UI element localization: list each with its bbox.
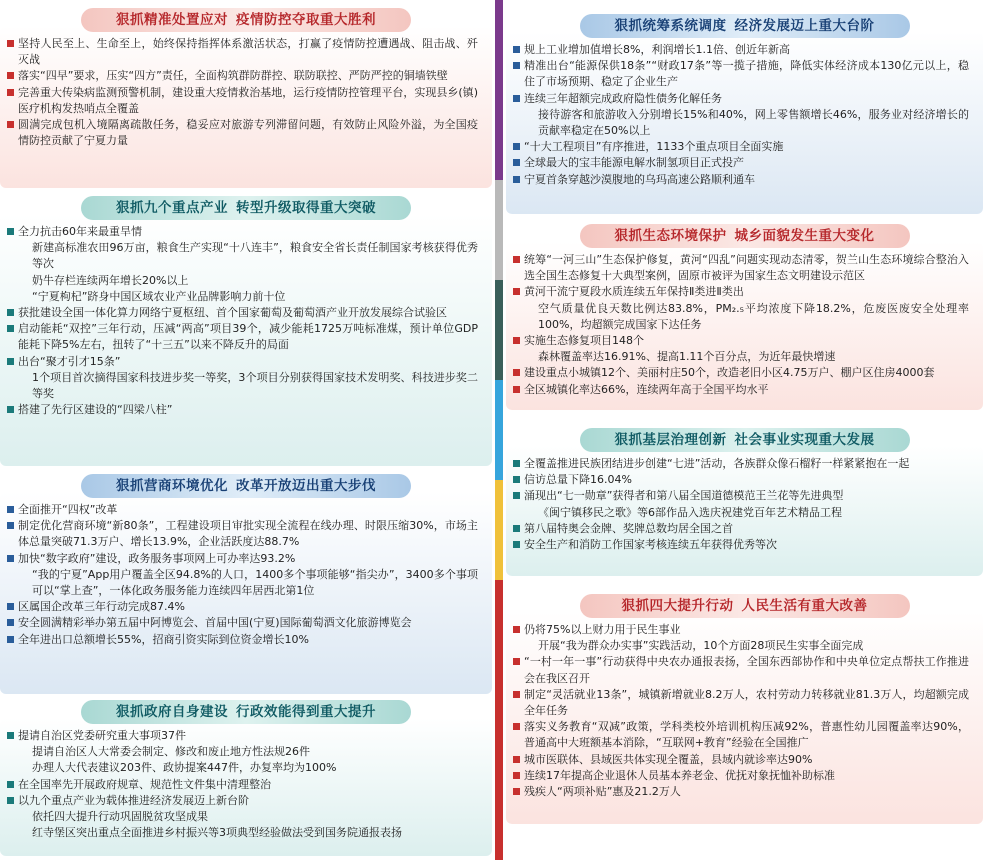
- section-title-part-b: 经济发展迈上重大台阶: [734, 18, 875, 34]
- section-economy: [506, 14, 983, 214]
- section-livelihood: [506, 594, 983, 824]
- divider-segment: [495, 720, 503, 860]
- divider-segment: [495, 380, 503, 480]
- section-title-part-b: 改革开放迈出重大步伐: [236, 478, 376, 494]
- section-title-part-a: 狠抓九个重点产业: [116, 200, 228, 216]
- sub-item: “宁夏枸杞”跻身中国区域农业产业品牌影响力前十位: [32, 289, 286, 303]
- bullet-item: “十大工程项目”有序推进，1133个重点项目全面实施: [524, 139, 969, 155]
- section-title: [580, 594, 910, 618]
- section-title: [580, 224, 910, 248]
- bullet-item: 统筹“一河三山”生态保护修复，黄河“四乱”问题实现动态清零，贺兰山生态环境综合整治入选全国生态修复十大典型案例，固原市被评为国家生态文明建设示范区: [524, 252, 969, 284]
- section-title: [580, 14, 910, 38]
- sub-item: “我的宁夏”App用户覆盖全区94.8%的人口，1400多个事项能够“指尖办”，3400多个事项可以“掌上查”，一体化政务服务能力连续四年居西北第1位: [32, 567, 478, 598]
- bullet-item: 完善重大传染病监测预警机制，建设重大疫情救治基地，运行疫情防控管理平台，实现县乡(镇)医疗机构发热哨点全覆盖: [18, 85, 478, 117]
- bullet-item: 实施生态修复项目148个: [524, 333, 969, 349]
- sub-item: 依托四大提升行动巩固脱贫攻坚成果: [32, 810, 208, 824]
- bullet-item: 以九个重点产业为载体推进经济发展迈上新台阶: [18, 793, 478, 809]
- section-title: [81, 8, 411, 32]
- bullet-item: 连续17年提高企业退休人员基本养老金、优抚对象抚恤补助标准: [524, 768, 969, 784]
- section-title: [81, 474, 411, 498]
- section-title: [81, 196, 411, 220]
- section-title-part-b: 行政效能得到重大提升: [236, 704, 376, 720]
- bullet-item: 宁夏首条穿越沙漠腹地的乌玛高速公路顺利通车: [524, 172, 969, 188]
- bullet-item: 全力抗击60年来最重旱情: [18, 224, 478, 240]
- section-item-list: [510, 452, 979, 557]
- bullet-item: 第八届特奥会金牌、奖牌总数均居全国之首: [524, 521, 969, 537]
- bullet-item: 坚持人民至上、生命至上，始终保持指挥体系激活状态，打赢了疫情防控遭遇战、阻击战、歼灭战: [18, 36, 478, 68]
- section-item-list: [510, 38, 979, 192]
- sub-item: 开展“我为群众办实事”实践活动，10个方面28项民生实事全面完成: [538, 639, 864, 653]
- bullet-item: 全年进出口总额增长55%，招商引资实际到位资金增长10%: [18, 632, 478, 648]
- divider-segment: [495, 40, 503, 180]
- section-title-part-a: 狠抓四大提升行动: [621, 598, 734, 614]
- sub-item: 接待游客和旅游收入分别增长15%和40%，网上零售额增长46%，服务业对经济增长的贡献率稳定在50%以上: [538, 107, 969, 138]
- divider-segment: [495, 580, 503, 720]
- section-title-part-a: 狠抓精准处置应对: [116, 12, 228, 28]
- section-title-part-a: 狠抓政府自身建设: [116, 704, 228, 720]
- section-title-part-b: 城乡面貌发生重大变化: [734, 228, 875, 244]
- bullet-item: 全面推开“四权”改革: [18, 502, 478, 518]
- bullet-item: 启动能耗“双控”三年行动，压减“两高”项目39个，减少能耗1725万吨标准煤，预计单位GDP能耗下降5%左右，扭转了“十三五”以来不降反升的局面: [18, 321, 478, 353]
- bullet-item: 获批建设全国一体化算力网络宁夏枢纽、首个国家葡萄及葡萄酒产业开放发展综合试验区: [18, 305, 478, 321]
- section-business: [0, 474, 492, 694]
- bullet-item: 在全国率先开展政府规章、规范性文件集中清理整治: [18, 777, 478, 793]
- bullet-item: 涌现出“七一勋章”获得者和第八届全国道德模范王兰花等先进典型: [524, 488, 969, 504]
- bullet-item: 安全生产和消防工作国家考核连续五年获得优秀等次: [524, 537, 969, 553]
- sub-item: 提请自治区人大常委会制定、修改和废止地方性法规26件: [32, 745, 310, 759]
- center-divider: [492, 0, 506, 860]
- section-item-list: [510, 248, 979, 402]
- divider-segment: [495, 0, 503, 40]
- bullet-item: 仍将75%以上财力用于民生事业: [524, 622, 969, 638]
- bullet-item: 全区城镇化率达66%，连续两年高于全国平均水平: [524, 382, 969, 398]
- bullet-item: 全球最大的宝丰能源电解水制氢项目正式投产: [524, 155, 969, 171]
- right-column: [506, 0, 983, 860]
- section-title-part-a: 狠抓基层治理创新: [614, 432, 727, 448]
- bullet-item: 加快“数字政府”建设，政务服务事项网上可办率达93.2%: [18, 551, 478, 567]
- bullet-item: 制定“灵活就业13条”，城镇新增就业8.2万人，农村劳动力转移就业81.3万人，均超额完成全年任务: [524, 687, 969, 719]
- section-ecology: [506, 224, 983, 410]
- bullet-item: 黄河干流宁夏段水质连续五年保持Ⅱ类进Ⅱ类出: [524, 284, 969, 300]
- sub-item: 空气质量优良天数比例达83.8%，PM₂.₅平均浓度下降18.2%，危废医废安全处理率100%，均超额完成国家下达任务: [538, 301, 969, 331]
- section-title: [580, 428, 910, 452]
- section-item-list: [4, 32, 488, 153]
- section-item-list: [4, 724, 488, 845]
- section-title-part-b: 疫情防控夺取重大胜利: [236, 12, 376, 28]
- sub-item: 奶牛存栏连续两年增长20%以上: [32, 273, 189, 287]
- section-governance: [506, 428, 983, 576]
- section-title-part-a: 狠抓统筹系统调度: [614, 18, 727, 34]
- divider-segment: [495, 180, 503, 280]
- section-item-list: [4, 220, 488, 422]
- bullet-item: “一村一年一事”行动获得中央农办通报表扬，全国东西部协作和中央单位定点帮扶工作推进会在我区召开: [524, 654, 969, 686]
- bullet-item: 安全圆满精彩举办第五届中阿博览会、首届中国(宁夏)国际葡萄酒文化旅游博览会: [18, 615, 478, 631]
- bullet-item: 落实“四早”要求，压实“四方”责任，全面构筑群防群控、联防联控、严防严控的铜墙铁壁: [18, 68, 478, 84]
- bullet-item: 区属国企改革三年行动完成87.4%: [18, 599, 478, 615]
- bullet-item: 落实义务教育“双减”政策，学科类校外培训机构压减92%，普惠性幼儿园覆盖率达90%，普通高中大班额基本消除，“互联网+教育”经验在全国推广: [524, 719, 969, 751]
- bullet-item: 提请自治区党委研究重大事项37件: [18, 728, 478, 744]
- section-government: [0, 700, 492, 856]
- bullet-item: 城市医联体、县域医共体实现全覆盖，县域内就诊率达90%: [524, 752, 969, 768]
- bullet-item: 搭建了先行区建设的“四梁八柱”: [18, 402, 478, 418]
- section-title-part-a: 狠抓营商环境优化: [116, 478, 228, 494]
- sub-item: 新建高标准农田96万亩，粮食生产实现“十八连丰”，粮食安全省长责任制国家考核获得优秀等次: [32, 241, 478, 271]
- divider-segment: [495, 280, 503, 380]
- divider-segment: [495, 480, 503, 580]
- sub-item: 森林覆盖率达16.91%、提高1.11个百分点，为近年最快增速: [538, 350, 836, 364]
- section-title: [81, 700, 411, 724]
- section-item-list: [510, 618, 979, 804]
- sub-item: 办理人大代表建议203件、政协提案447件，办复率均为100%: [32, 761, 337, 775]
- bullet-item: 建设重点小城镇12个、美丽村庄50个，改造老旧小区4.75万户、棚户区住房4000套: [524, 365, 969, 381]
- bullet-item: 连续三年超额完成政府隐性债务化解任务: [524, 91, 969, 107]
- bullet-item: 规上工业增加值增长8%，利润增长1.1倍、创近年新高: [524, 42, 969, 58]
- bullet-item: 全覆盖推进民族团结进步创建“七进”活动，各族群众像石榴籽一样紧紧抱在一起: [524, 456, 969, 472]
- section-item-list: [4, 498, 488, 652]
- section-title-part-b: 社会事业实现重大发展: [734, 432, 875, 448]
- bullet-item: 圆满完成包机入境隔离疏散任务，稳妥应对旅游专列滞留问题，有效防止风险外溢，为全国疫情防控贡献了宁夏力量: [18, 117, 478, 149]
- section-title-part-b: 人民生活有重大改善: [741, 598, 868, 614]
- bullet-item: 精准出台“能源保供18条”“财政17条”等一揽子措施，降低实体经济成本130亿元以上，稳住了市场预期、稳定了企业生产: [524, 58, 969, 90]
- section-title-part-b: 转型升级取得重大突破: [236, 200, 376, 216]
- bullet-item: 残疾人“两项补贴”惠及21.2万人: [524, 784, 969, 800]
- sub-item: 红寺堡区突出重点全面推进乡村振兴等3项典型经验做法受到国务院通报表扬: [32, 826, 402, 840]
- section-title-part-a: 狠抓生态环境保护: [614, 228, 727, 244]
- bullet-item: 制定优化营商环境“新80条”，工程建设项目审批实现全流程在线办理、时限压缩30%，市场主体总量突破71.3万户、增长13.9%，企业活跃度达88.7%: [18, 518, 478, 550]
- section-industry: [0, 196, 492, 466]
- section-epidemic: [0, 8, 492, 188]
- bullet-item: 信访总量下降16.04%: [524, 472, 969, 488]
- sub-item: 1个项目首次摘得国家科技进步奖一等奖，3个项目分别获得国家技术发明奖、科技进步奖二等奖: [32, 370, 478, 401]
- bullet-item: 出台“聚才引才15条”: [18, 354, 478, 370]
- sub-item: 《闽宁镇移民之歌》等6部作品入选庆祝建党百年艺术精品工程: [538, 505, 842, 519]
